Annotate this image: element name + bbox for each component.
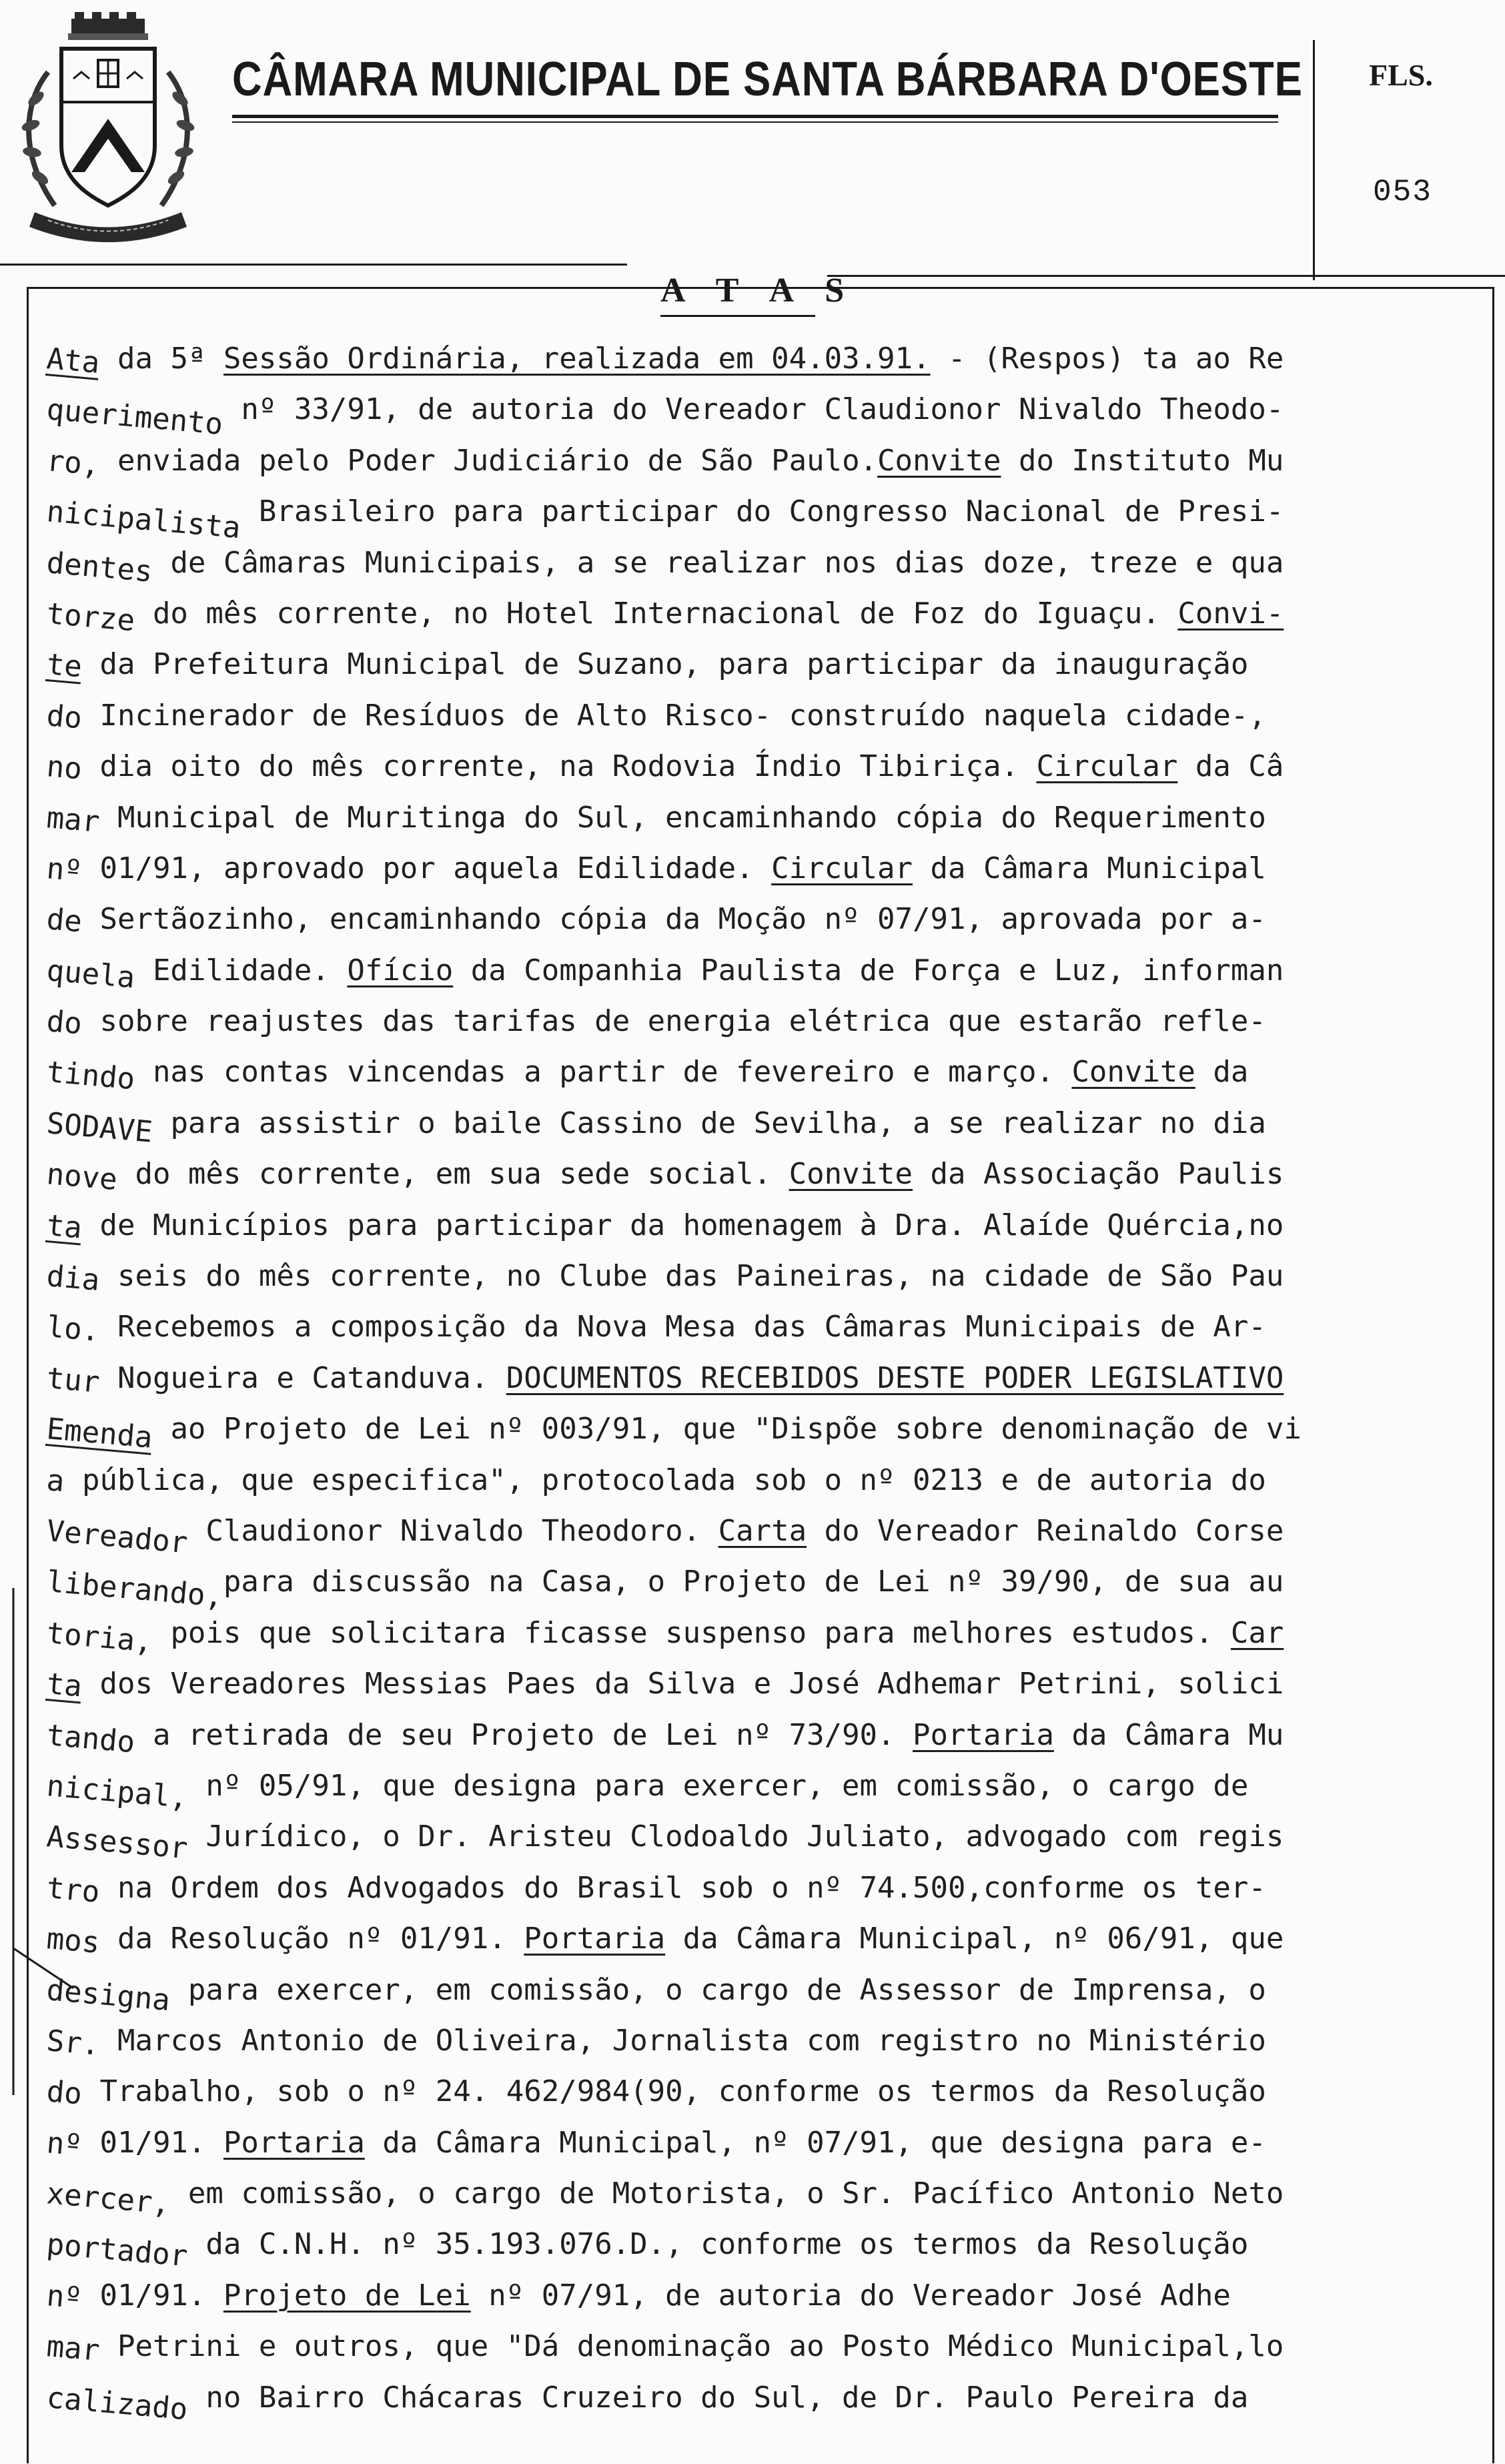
line-segment: Ofício [347, 953, 454, 987]
minutes-line [47, 538, 1454, 588]
line-lead-word: quela [45, 953, 137, 995]
line-lead-word: do [45, 698, 84, 736]
line-lead-word: a [45, 1463, 66, 1499]
line-segment: Jurídico, o Dr. Aristeu Clodoaldo Juliato, advogado com regis [187, 1819, 1284, 1854]
line-lead-word: mar [45, 800, 101, 839]
line-segment: Circular [1036, 749, 1178, 784]
line-segment: do mês corrente, em sua sede social. [117, 1157, 789, 1192]
minutes-line [47, 1353, 1454, 1404]
line-lead-word: liberando, [45, 1565, 225, 1615]
line-segment: a retirada de seu Projeto de Lei nº 73/90. [135, 1717, 913, 1752]
minutes-line [47, 1302, 1454, 1352]
line-lead-word: nicipalista [45, 494, 242, 546]
folio-divider [1313, 40, 1315, 280]
line-segment: 01/91. [81, 2278, 223, 2313]
line-segment: Convite [877, 443, 1001, 478]
line-lead-word: ro, [45, 443, 101, 482]
line-segment: do mês corrente, no Hotel Internacional de Foz do Iguaçu. [135, 596, 1178, 631]
municipal-coat-of-arms-icon [8, 12, 208, 246]
line-segment: - (Respos) ta ao Re [930, 342, 1284, 376]
line-segment: Portaria [524, 1922, 666, 1956]
minutes-line [47, 436, 1454, 486]
minutes-body [45, 334, 1454, 2427]
minutes-line [45, 1557, 1454, 1615]
line-segment: Circular [771, 851, 913, 885]
minutes-line [47, 1455, 1454, 1506]
line-segment: em comissão, o cargo de Motorista, o Sr. Pacífico Antonio Neto [170, 2176, 1284, 2211]
line-segment: na Ordem dos Advogados do Brasil sob o nº 74.500,conforme os ter- [99, 1870, 1266, 1905]
line-segment: da Companhia Paulista de Força e Luz, informan [453, 953, 1284, 987]
minutes-line [47, 1608, 1454, 1659]
minutes-line [47, 2066, 1454, 2117]
line-lead-word: Ata [45, 342, 101, 380]
line-segment: Edilidade. [135, 953, 348, 987]
line-lead-word: ta [45, 1208, 84, 1246]
minutes-line [47, 2321, 1454, 2372]
line-lead-word: ta [45, 1667, 84, 1704]
line-segment: Portaria [223, 2125, 365, 2160]
line-segment: Recebemos a composição da Nova Mesa das Câmaras Municipais de Ar- [99, 1310, 1266, 1344]
line-segment: da Resolução nº 01/91. [99, 1922, 524, 1956]
line-lead-word: Vereador [45, 1514, 189, 1561]
line-lead-word: tro [45, 1870, 101, 1910]
line-segment: da [1195, 1055, 1249, 1090]
line-segment: da Câmara Mu [1053, 1717, 1284, 1752]
minutes-line [45, 1506, 1454, 1561]
line-segment: da Câmara Municipal, nº 06/91, que [665, 1922, 1284, 1956]
title-rule-right [827, 275, 1505, 277]
minutes-line [47, 894, 1454, 945]
line-segment: enviada pelo Poder Judiciário de São Paulo. [99, 443, 878, 478]
minutes-line [47, 1098, 1454, 1149]
line-lead-word: Sr. [45, 2023, 101, 2062]
minutes-line [45, 2219, 1454, 2274]
line-lead-word: de [45, 902, 84, 939]
line-lead-word: SODAVE [45, 1106, 154, 1150]
line-segment: da Associação Paulis [913, 1157, 1284, 1192]
line-segment: ao Projeto de Lei nº 003/91, que "Dispõe sobre denominação de vi [152, 1412, 1302, 1447]
minutes-line [47, 2016, 1454, 2066]
minutes-line [47, 1251, 1454, 1302]
line-segment: pois que solicitara ficasse suspenso para melhores estudos. [152, 1615, 1231, 1650]
line-segment: Portaria [913, 1717, 1054, 1752]
line-lead-word: no [45, 749, 84, 787]
minutes-line [45, 2373, 1454, 2427]
line-lead-word: tindo [45, 1055, 137, 1097]
line-segment: de Municípios para participar da homenagem à Dra. Alaíde Quércia,no [81, 1208, 1284, 1242]
line-segment: da Câmara Municipal, nº 07/91, que designa para e- [364, 2125, 1266, 2160]
line-segment: Municipal de Muritinga do Sul, encaminhando cópia do Requerimento [99, 800, 1266, 835]
line-lead-word: lo. [45, 1310, 101, 1349]
line-segment: nº 33/91, de autoria do Vereador Claudionor Nivaldo Theodo- [223, 392, 1284, 427]
line-segment: da 5ª [99, 342, 223, 376]
minutes-line [47, 1863, 1454, 1914]
line-segment: para exercer, em comissão, o cargo de Assessor de Imprensa, o [170, 1972, 1266, 2007]
minutes-line [47, 945, 1454, 996]
header-rule [232, 115, 1278, 118]
line-segment: do Instituto Mu [1001, 443, 1284, 478]
line-lead-word: Emenda [45, 1412, 154, 1455]
line-segment: de Câmaras Municipais, a se realizar nos dias doze, treze e qua [152, 545, 1284, 580]
minutes-line [45, 1761, 1454, 1815]
line-lead-word: nº [45, 2125, 84, 2163]
line-lead-word: do [45, 2074, 84, 2112]
line-segment: no Bairro Chácaras Cruzeiro do Sul, de Dr. Paulo Pereira da [187, 2380, 1249, 2415]
minutes-line [47, 793, 1454, 843]
minutes-line [47, 588, 1454, 639]
line-segment: Sessão Ordinária, realizada em 04.03.91. [223, 342, 931, 376]
line-segment: Claudionor Nivaldo Theodoro. [187, 1513, 718, 1548]
minutes-line [47, 1914, 1454, 1964]
line-segment: para assistir o baile Cassino de Sevilha, a se realizar no dia [152, 1106, 1266, 1140]
line-lead-word: Assessor [45, 1819, 189, 1866]
minutes-line [47, 1404, 1454, 1455]
folio-number: 053 [1373, 175, 1432, 210]
line-segment: dia oito do mês corrente, na Rodovia Índio Tibiriça. [81, 749, 1037, 784]
line-lead-word: designa [45, 1972, 172, 2018]
line-segment: nº 07/91, de autoria do Vereador José Adhe [470, 2278, 1231, 2313]
line-segment: Carta [718, 1513, 807, 1548]
line-segment: seis do mês corrente, no Clube das Paineiras, na cidade de São Pau [99, 1259, 1284, 1294]
minutes-line [45, 2168, 1454, 2222]
header-rule-thin [232, 121, 1278, 123]
line-segment: nas contas vincendas a partir de fevereiro e março. [135, 1055, 1072, 1090]
line-segment: 01/91. [81, 2125, 223, 2160]
minutes-line [47, 1710, 1454, 1761]
line-lead-word: mar [45, 2329, 101, 2369]
minutes-line [47, 1200, 1454, 1251]
line-lead-word: tando [45, 1717, 137, 1759]
line-segment: Convite [1071, 1055, 1195, 1090]
line-lead-word: dentes [45, 545, 154, 589]
line-lead-word: calizado [45, 2380, 189, 2427]
section-title: A T A S [660, 272, 857, 310]
line-segment: pública, que especifica", protocolada sob o nº 0213 e de autoria do [64, 1463, 1266, 1497]
line-segment: dos Vereadores Messias Paes da Silva e José Adhemar Petrini, solici [81, 1667, 1284, 1701]
minutes-line [47, 2118, 1454, 2168]
line-lead-word: tur [45, 1360, 101, 1400]
line-lead-word: nº [45, 851, 84, 889]
minutes-line [47, 1047, 1454, 1098]
line-segment: Convi- [1177, 596, 1284, 631]
line-segment: da Prefeitura Municipal de Suzano, para participar da inauguração [81, 647, 1249, 682]
folio-label: FLS. [1369, 58, 1433, 92]
line-segment: Nogueira e Catanduva. [99, 1360, 506, 1395]
minutes-line [47, 1965, 1454, 2016]
line-lead-word: dia [45, 1259, 101, 1298]
minutes-line [45, 384, 1454, 442]
line-segment: Trabalho, sob o nº 24. 462/984(90, conforme os termos da Resolução [81, 2074, 1266, 2109]
line-segment: Convite [789, 1157, 913, 1192]
minutes-line [47, 2271, 1454, 2321]
line-lead-word: nove [45, 1157, 119, 1198]
line-segment: 01/91, aprovado por aquela Edilidade. [81, 851, 772, 885]
line-segment: Projeto de Lei [223, 2278, 471, 2313]
line-lead-word: xercer, [45, 2176, 172, 2222]
chamber-name-heading: CÂMARA MUNICIPAL DE SANTA BÁRBARA D'OESTE [232, 53, 1303, 106]
minutes-line [47, 843, 1454, 894]
minutes-line [47, 1659, 1454, 1709]
title-rule-left [0, 264, 627, 266]
line-segment: sobre reajustes das tarifas de energia elétrica que estarão refle- [81, 1004, 1266, 1039]
line-segment: Sertãozinho, encaminhando cópia da Moção nº 07/91, aprovada por a- [81, 902, 1266, 937]
line-segment: Car [1230, 1615, 1284, 1650]
line-segment: da C.N.H. nº 35.193.076.D., conforme os termos da Resolução [187, 2227, 1249, 2262]
minutes-line [47, 691, 1454, 741]
line-lead-word: querimento [45, 392, 225, 442]
minutes-line [47, 334, 1454, 384]
line-segment: do Vereador Reinaldo Corse [807, 1513, 1284, 1548]
line-lead-word: toria, [45, 1615, 154, 1659]
line-segment: DOCUMENTOS RECEBIDOS DESTE PODER LEGISLATIVO [506, 1360, 1284, 1395]
line-segment: da Câmara Municipal [913, 851, 1266, 885]
line-lead-word: nicipal, [45, 1769, 189, 1815]
line-segment: nº 05/91, que designa para exercer, em comissão, o cargo de [187, 1768, 1249, 1803]
minutes-line [47, 639, 1454, 690]
line-segment: da Câ [1177, 749, 1284, 784]
line-segment: Incinerador de Resíduos de Alto Risco- construído naquela cidade-, [81, 698, 1266, 733]
line-lead-word: nº [45, 2278, 84, 2316]
line-segment: Brasileiro para participar do Congresso Nacional de Presi- [241, 494, 1284, 529]
line-segment: Marcos Antonio de Oliveira, Jornalista com registro no Ministério [99, 2023, 1266, 2058]
line-segment: Petrini e outros, que "Dá denominação ao Posto Médico Municipal,lo [99, 2329, 1284, 2364]
line-lead-word: mos [45, 1922, 101, 1960]
line-lead-word: do [45, 1004, 84, 1042]
line-segment: para discussão na Casa, o Projeto de Lei nº 39/90, de sua au [223, 1565, 1284, 1599]
line-lead-word: te [45, 647, 84, 685]
minutes-line [45, 1811, 1454, 1866]
minutes-line [47, 1149, 1454, 1200]
minutes-line [47, 996, 1454, 1047]
minutes-line [45, 486, 1454, 546]
line-lead-word: torze [45, 596, 137, 639]
line-lead-word: portador [45, 2227, 189, 2274]
minutes-line [47, 741, 1454, 792]
